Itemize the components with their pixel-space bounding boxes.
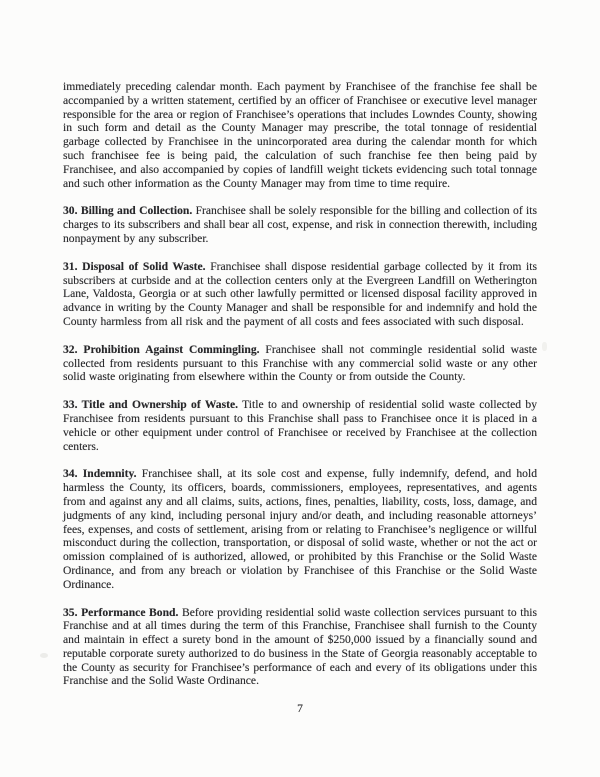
scan-smudge-right-margin xyxy=(542,342,547,351)
section-body: Title to and ownership of residential solid waste collected by Franchisee from residents pursuant to this Franchise shall pass to Franchisee once it is placed in a vehicle or other equipment under control of Franchisee or received by Franchisee at the collection centers. xyxy=(63,398,537,453)
paragraph-body: immediately preceding calendar month. Each payment by Franchisee of the franchise fee shall be accompanied by a written statement, certified by an officer of Franchisee or executive level manager responsible for the area or region of Franchisee’s operations that includes Lowndes County, showing in such form and detail as the County Manager may prescribe, the total tonnage of residential garbage collected by Franchisee in the unincorporated area during the calendar month for which such franchisee fee is being paid, the calculation of such franchise fee then being paid by Franchisee, and also accompanied by copies of landfill weight tickets evidencing such total tonnage and such other information as the County Manager may from time to time require. xyxy=(63,80,537,190)
section-31-disposal-of-solid-waste xyxy=(63,260,537,329)
section-body: Franchisee shall not commingle residential solid waste collected from residents pursuant to this Franchise with any commercial solid waste or any other solid waste originating from elsewhere within the County or from outside the County. xyxy=(63,342,537,384)
section-heading: 30. Billing and Collection. xyxy=(63,204,193,218)
section-32-prohibition-against-commingling xyxy=(63,343,537,384)
section-34-indemnity xyxy=(63,467,537,591)
section-heading: 32. Prohibition Against Commingling. xyxy=(63,342,260,356)
section-heading: 34. Indemnity. xyxy=(63,467,137,481)
page-number: 7 xyxy=(297,702,303,716)
section-33-title-and-ownership-of-waste xyxy=(63,398,537,453)
section-body: Franchisee shall dispose residential garbage collected by it from its subscribers at curbside and at the collection centers only at the Evergreen Landfill on Wetherington Lane, Valdosta, Georgia or at such other lawfully permitted or licensed disposal facility approved in advance in writing by the County Manager and shall be responsible for and indemnify and hold the County harmless from all risk and the payment of all costs and fees associated with such disposal. xyxy=(63,259,537,328)
section-35-performance-bond xyxy=(63,606,537,689)
section-body: Franchisee shall be solely responsible for the billing and collection of its charges to its subscribers and shall bear all cost, expense, and risk in connection therewith, including nonpayment by any subscriber. xyxy=(63,204,537,245)
section-heading: 31. Disposal of Solid Waste. xyxy=(63,259,206,273)
section-30-billing-and-collection xyxy=(63,204,537,245)
section-heading: 33. Title and Ownership of Waste. xyxy=(63,398,238,412)
paragraph-continuation xyxy=(63,80,537,190)
section-body: Before providing residential solid waste collection services pursuant to this Franchise and at all times during the term of this Franchise, Franchisee shall furnish to the County and maintain in effect a surety bond in the amount of $250,000 issued by a financially sound and reputable corporate surety authorized to do business in the State of Georgia reasonably acceptable to the County as security for Franchisee’s performance of each and every of its obligations under this Franchise and the Solid Waste Ordinance. xyxy=(63,605,537,688)
scan-smudge-left-margin xyxy=(40,653,48,658)
section-heading: 35. Performance Bond. xyxy=(63,605,179,619)
section-body: Franchisee shall, at its sole cost and expense, fully indemnify, defend, and hold harmless the County, its officers, boards, commissioners, employees, representatives, and agents from and against any and all claims, suits, actions, fines, penalties, liability, costs, loss, damage, and judgments of any kind, including personal injury and/or death, and including reasonable attorneys’ fees, expenses, and costs of settlement, arising from or relating to Franchisee’s negligence or willful misconduct during the collection, transportation, or disposal of solid waste, whether or not the act or omission complained of is authorized, allowed, or prohibited by this Franchise or the Solid Waste Ordinance, and from any breach or violation by Franchisee of this Franchise or the Solid Waste Ordinance. xyxy=(63,467,537,591)
